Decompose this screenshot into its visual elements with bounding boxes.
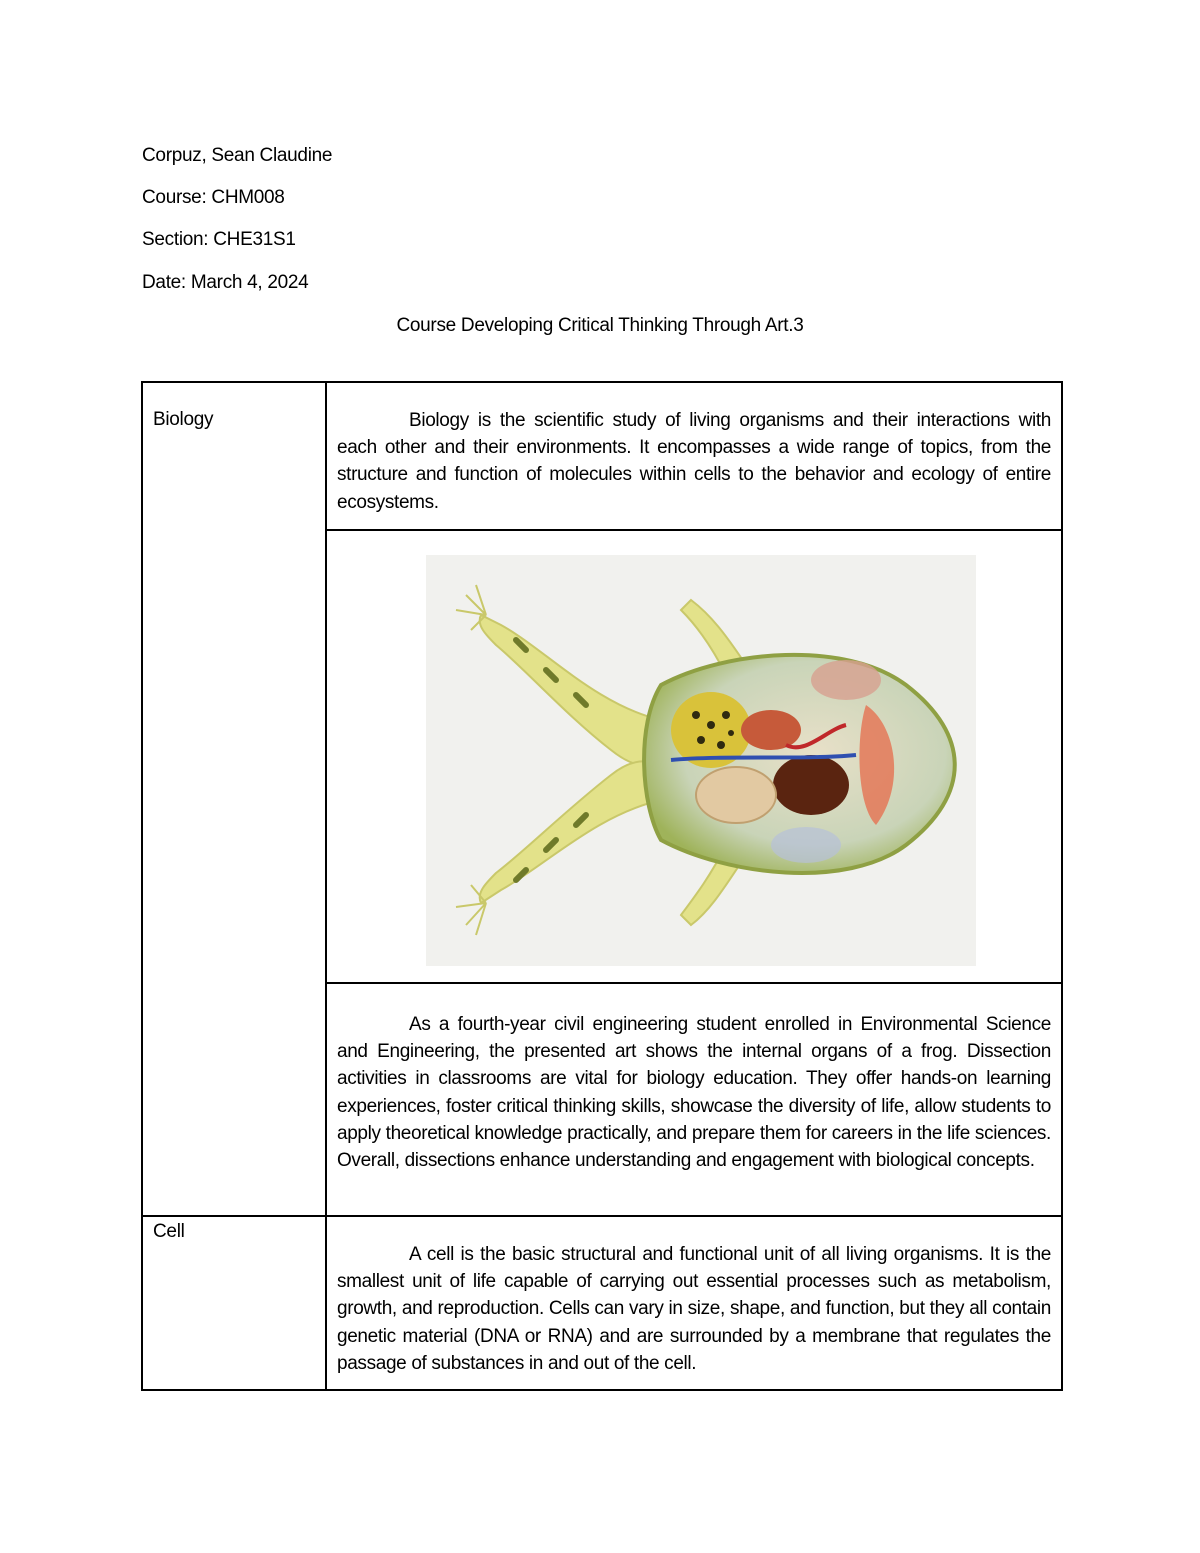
biology-definition-cell — [326, 382, 1062, 530]
row-label-cell: Cell — [142, 1216, 326, 1390]
date-line: Date: March 4, 2024 — [142, 272, 309, 293]
biology-reflection-cell — [326, 983, 1062, 1216]
biology-reflection: As a fourth-year civil engineering student enrolled in Environmental Science and Engineering, the presented art shows the internal organs of a frog. Dissection activities in classrooms are vital for biology education. They offer hands-on learning experiences, foster critical thinking skills, showcase the diversity of life, allow students to apply theoretical knowledge practically, and prepare them for careers in the life sciences. Overall, dissections enhance understanding and engagement with biological concepts. — [337, 1014, 1051, 1172]
section-line: Section: CHE31S1 — [142, 229, 296, 250]
course-line: Course: CHM008 — [142, 187, 285, 208]
content-table — [141, 381, 1063, 1391]
document-title: Course Developing Critical Thinking Through Art.3 — [396, 315, 804, 336]
frog-dissection-image — [426, 555, 976, 966]
row-label-biology: Biology — [142, 382, 326, 1216]
student-name: Corpuz, Sean Claudine — [142, 145, 333, 166]
cell-definition: A cell is the basic structural and functional unit of all living organisms. It is the smallest unit of life capable of carrying out essential processes such as metabolism, growth, and reproduction. Cells can vary in size, shape, and function, but they all contain genetic material (DNA or RNA) and are surrounded by a membrane that regulates the passage of substances in and out of the cell. — [337, 1244, 1051, 1374]
biology-definition: Biology is the scientific study of living organisms and their interactions with each other and their environments. It encompasses a wide range of topics, from the structure and function of molecules within cells to the behavior and ecology of entire ecosystems. — [337, 410, 1051, 513]
cell-definition-cell — [326, 1216, 1062, 1390]
biology-image-cell — [326, 530, 1062, 983]
